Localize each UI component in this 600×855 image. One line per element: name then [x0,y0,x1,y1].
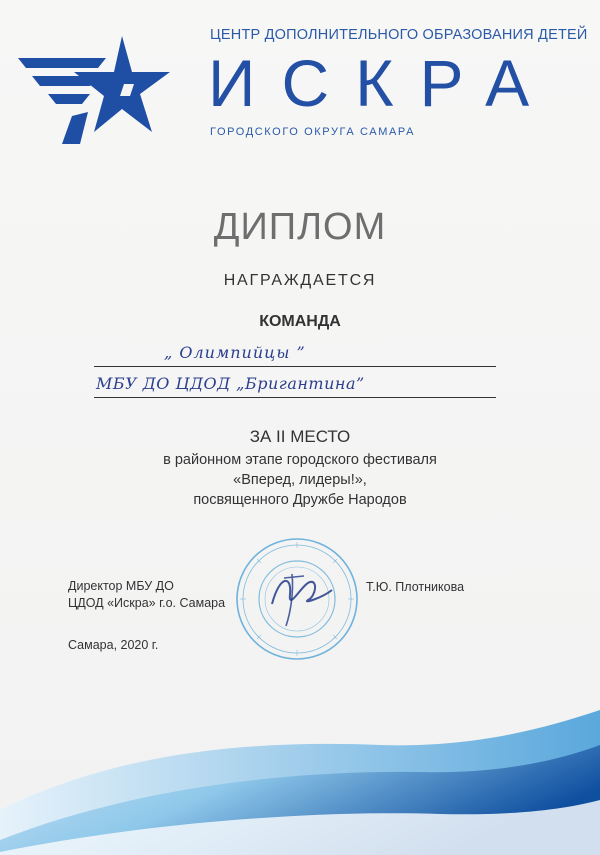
place-heading: ЗА II МЕСТО [249,427,351,446]
date-place: Самара, 2020 г. [68,638,159,652]
org-title-top: ЦЕНТР ДОПОЛНИТЕЛЬНОГО ОБРАЗОВАНИЯ ДЕТЕЙ [210,27,588,43]
description-line-3: посвященного Дружбе Народов [193,492,407,508]
description-line-1: в районном этапе городского фестиваля [163,452,437,468]
team-name-handwritten: „ Олимпийцы ” [164,343,306,362]
official-seal-icon [232,534,362,664]
description-line-2: «Вперед, лидеры!», [233,472,367,488]
decorative-wave [0,690,600,855]
director-title-line-2: ЦДОД «Искра» г.о. Самара [68,596,226,610]
brand-name: ИСКРА [208,46,556,120]
org-title-bottom: ГОРОДСКОГО ОКРУГА САМАРА [210,126,416,138]
director-title-line-1: Директор МБУ ДО [68,579,174,593]
school-handwritten: МБУ ДО ЦДОД „Бригантина” [96,374,365,393]
awarded-label: НАГРАЖДАЕТСЯ [223,272,377,289]
diploma-title: ДИПЛОМ [213,206,387,248]
star-logo-icon [18,34,190,146]
team-label: КОМАНДА [259,313,341,330]
signer-name: Т.Ю. Плотникова [366,580,465,594]
